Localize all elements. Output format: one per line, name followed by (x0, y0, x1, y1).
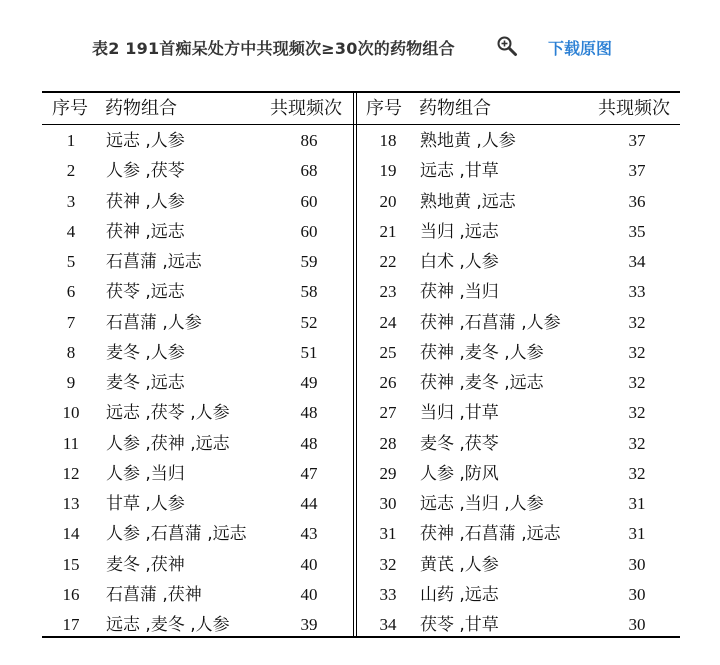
row-count: 51 (300, 342, 318, 362)
row-count: 30 (628, 584, 646, 604)
row-combo: 远志 ,茯苓 ,人参 (106, 403, 230, 424)
table-row (42, 398, 353, 428)
magnifier-plus-icon[interactable] (496, 35, 518, 57)
table-left-half (42, 91, 353, 636)
row-combo: 茯神 ,人参 (106, 191, 185, 212)
table-row (42, 489, 353, 519)
row-combo: 茯神 ,麦冬 ,人参 (420, 342, 544, 363)
row-count: 43 (300, 524, 318, 544)
table-row (42, 308, 353, 338)
row-combo: 人参 ,石菖蒲 ,远志 (106, 524, 247, 545)
header-count: 共现频次 (270, 98, 342, 119)
row-combo: 白术 ,人参 (420, 252, 499, 272)
row-count: 32 (628, 312, 646, 332)
row-seq: 10 (62, 403, 80, 423)
table-row (42, 580, 353, 610)
row-count: 36 (628, 191, 646, 211)
table-row (357, 550, 680, 580)
row-seq: 33 (379, 584, 397, 604)
table-row (357, 459, 680, 489)
row-count: 48 (300, 403, 318, 423)
table-row (42, 550, 353, 580)
table-row (42, 277, 353, 307)
table-row (42, 459, 353, 489)
row-seq: 30 (379, 494, 397, 513)
row-seq: 21 (379, 221, 397, 241)
table-row (357, 187, 680, 217)
table-row (42, 338, 353, 368)
row-seq: 18 (379, 131, 397, 150)
row-count: 31 (628, 524, 646, 544)
row-combo: 远志 ,麦冬 ,人参 (106, 615, 230, 635)
table-row (42, 368, 353, 398)
row-combo: 石菖蒲 ,人参 (106, 312, 202, 333)
table-row (42, 519, 353, 549)
row-combo: 远志 ,当归 ,人参 (420, 494, 544, 514)
table-row (357, 368, 680, 398)
row-combo: 人参 ,防风 (420, 463, 499, 484)
row-seq: 8 (66, 342, 76, 362)
row-count: 47 (300, 463, 318, 483)
table-row (357, 308, 680, 338)
row-combo: 熟地黄 ,远志 (420, 191, 516, 212)
row-combo: 麦冬 ,茯苓 (420, 433, 499, 454)
row-seq: 29 (379, 463, 397, 483)
table-title: 表2 191首痴呆处方中共现频次≥30次的药物组合 (92, 39, 455, 58)
row-seq: 7 (66, 312, 76, 332)
row-combo: 熟地黄 ,人参 (420, 131, 516, 151)
header-seq: 序号 (366, 98, 402, 119)
table-row (357, 489, 680, 519)
row-seq: 17 (62, 615, 80, 634)
row-combo: 山药 ,远志 (420, 584, 499, 605)
row-count: 39 (300, 615, 318, 634)
table-row (42, 247, 353, 277)
row-count: 48 (300, 433, 318, 453)
table-row (357, 247, 680, 277)
row-count: 44 (300, 494, 318, 513)
header-seq: 序号 (52, 98, 88, 119)
table-row (357, 580, 680, 610)
row-seq: 23 (379, 282, 397, 302)
table-row (357, 429, 680, 459)
row-seq: 16 (62, 584, 80, 604)
table-row (357, 156, 680, 186)
row-seq: 20 (379, 191, 397, 211)
row-count: 32 (628, 373, 646, 392)
row-seq: 6 (66, 282, 76, 302)
row-count: 68 (300, 161, 318, 181)
table-row (357, 126, 680, 156)
table-row (42, 156, 353, 186)
row-seq: 5 (66, 252, 76, 271)
row-seq: 34 (379, 615, 397, 634)
row-seq: 12 (62, 463, 80, 483)
row-combo: 茯苓 ,远志 (106, 282, 185, 303)
row-count: 40 (300, 554, 318, 574)
header-combo: 药物组合 (419, 98, 491, 119)
row-count: 32 (628, 463, 646, 483)
row-count: 31 (628, 494, 646, 513)
row-combo: 石菖蒲 ,茯神 (106, 584, 202, 605)
table-row (357, 610, 680, 640)
row-seq: 19 (379, 161, 397, 181)
row-count: 30 (628, 615, 646, 634)
row-combo: 甘草 ,人参 (106, 494, 185, 514)
table-caption (0, 32, 720, 62)
row-seq: 27 (379, 403, 397, 423)
row-seq: 13 (62, 494, 80, 513)
row-combo: 茯神 ,远志 (106, 221, 185, 242)
row-combo: 当归 ,远志 (420, 221, 499, 242)
row-seq: 11 (62, 433, 80, 453)
row-seq: 28 (379, 433, 397, 453)
row-count: 37 (628, 131, 646, 150)
row-combo: 人参 ,茯神 ,远志 (106, 433, 230, 454)
row-combo: 远志 ,人参 (106, 131, 185, 151)
row-count: 86 (300, 131, 318, 150)
table-row (357, 338, 680, 368)
row-count: 32 (628, 342, 646, 362)
table-row (357, 519, 680, 549)
row-combo: 黄芪 ,人参 (420, 554, 499, 575)
row-seq: 15 (62, 554, 80, 574)
table-row (42, 126, 353, 156)
row-combo: 麦冬 ,茯神 (106, 554, 185, 575)
row-count: 52 (300, 312, 318, 332)
row-seq: 1 (66, 131, 76, 150)
row-combo: 茯神 ,麦冬 ,远志 (420, 373, 544, 393)
row-combo: 麦冬 ,人参 (106, 342, 185, 363)
row-seq: 3 (66, 191, 76, 211)
table-row (357, 277, 680, 307)
row-combo: 人参 ,当归 (106, 463, 185, 484)
table-row (42, 217, 353, 247)
table-row (42, 187, 353, 217)
row-combo: 茯神 ,石菖蒲 ,人参 (420, 312, 561, 333)
row-count: 34 (628, 252, 646, 271)
row-seq: 9 (66, 373, 76, 392)
row-seq: 24 (379, 312, 397, 332)
row-count: 59 (300, 252, 318, 271)
table-row (42, 429, 353, 459)
row-count: 60 (300, 221, 318, 241)
header-combo: 药物组合 (105, 98, 177, 119)
row-count: 35 (628, 221, 646, 241)
row-seq: 32 (379, 554, 397, 574)
row-count: 49 (300, 373, 318, 392)
row-count: 33 (628, 282, 646, 302)
row-count: 32 (628, 403, 646, 423)
row-count: 60 (300, 191, 318, 211)
row-seq: 26 (379, 373, 397, 392)
table-row (357, 217, 680, 247)
row-count: 30 (628, 554, 646, 574)
row-seq: 25 (379, 342, 397, 362)
row-combo: 人参 ,茯苓 (106, 161, 185, 182)
row-count: 37 (628, 161, 646, 181)
row-combo: 远志 ,甘草 (420, 161, 499, 182)
row-seq: 14 (62, 524, 80, 544)
row-seq: 22 (379, 252, 397, 271)
drug-combination-table (42, 91, 680, 638)
row-combo: 茯神 ,当归 (420, 282, 499, 303)
row-count: 40 (300, 584, 318, 604)
row-count: 32 (628, 433, 646, 453)
row-seq: 4 (66, 221, 76, 241)
table-row (42, 610, 353, 640)
table-right-half (357, 91, 680, 636)
row-seq: 2 (66, 161, 76, 181)
row-combo: 石菖蒲 ,远志 (106, 252, 202, 272)
row-count: 58 (300, 282, 318, 302)
row-combo: 茯苓 ,甘草 (420, 615, 499, 635)
table-row (357, 398, 680, 428)
row-combo: 当归 ,甘草 (420, 403, 499, 424)
row-combo: 茯神 ,石菖蒲 ,远志 (420, 524, 561, 545)
header-count: 共现频次 (598, 98, 670, 119)
row-combo: 麦冬 ,远志 (106, 373, 185, 393)
download-original-link[interactable]: 下载原图 (548, 39, 613, 58)
row-seq: 31 (379, 524, 397, 544)
